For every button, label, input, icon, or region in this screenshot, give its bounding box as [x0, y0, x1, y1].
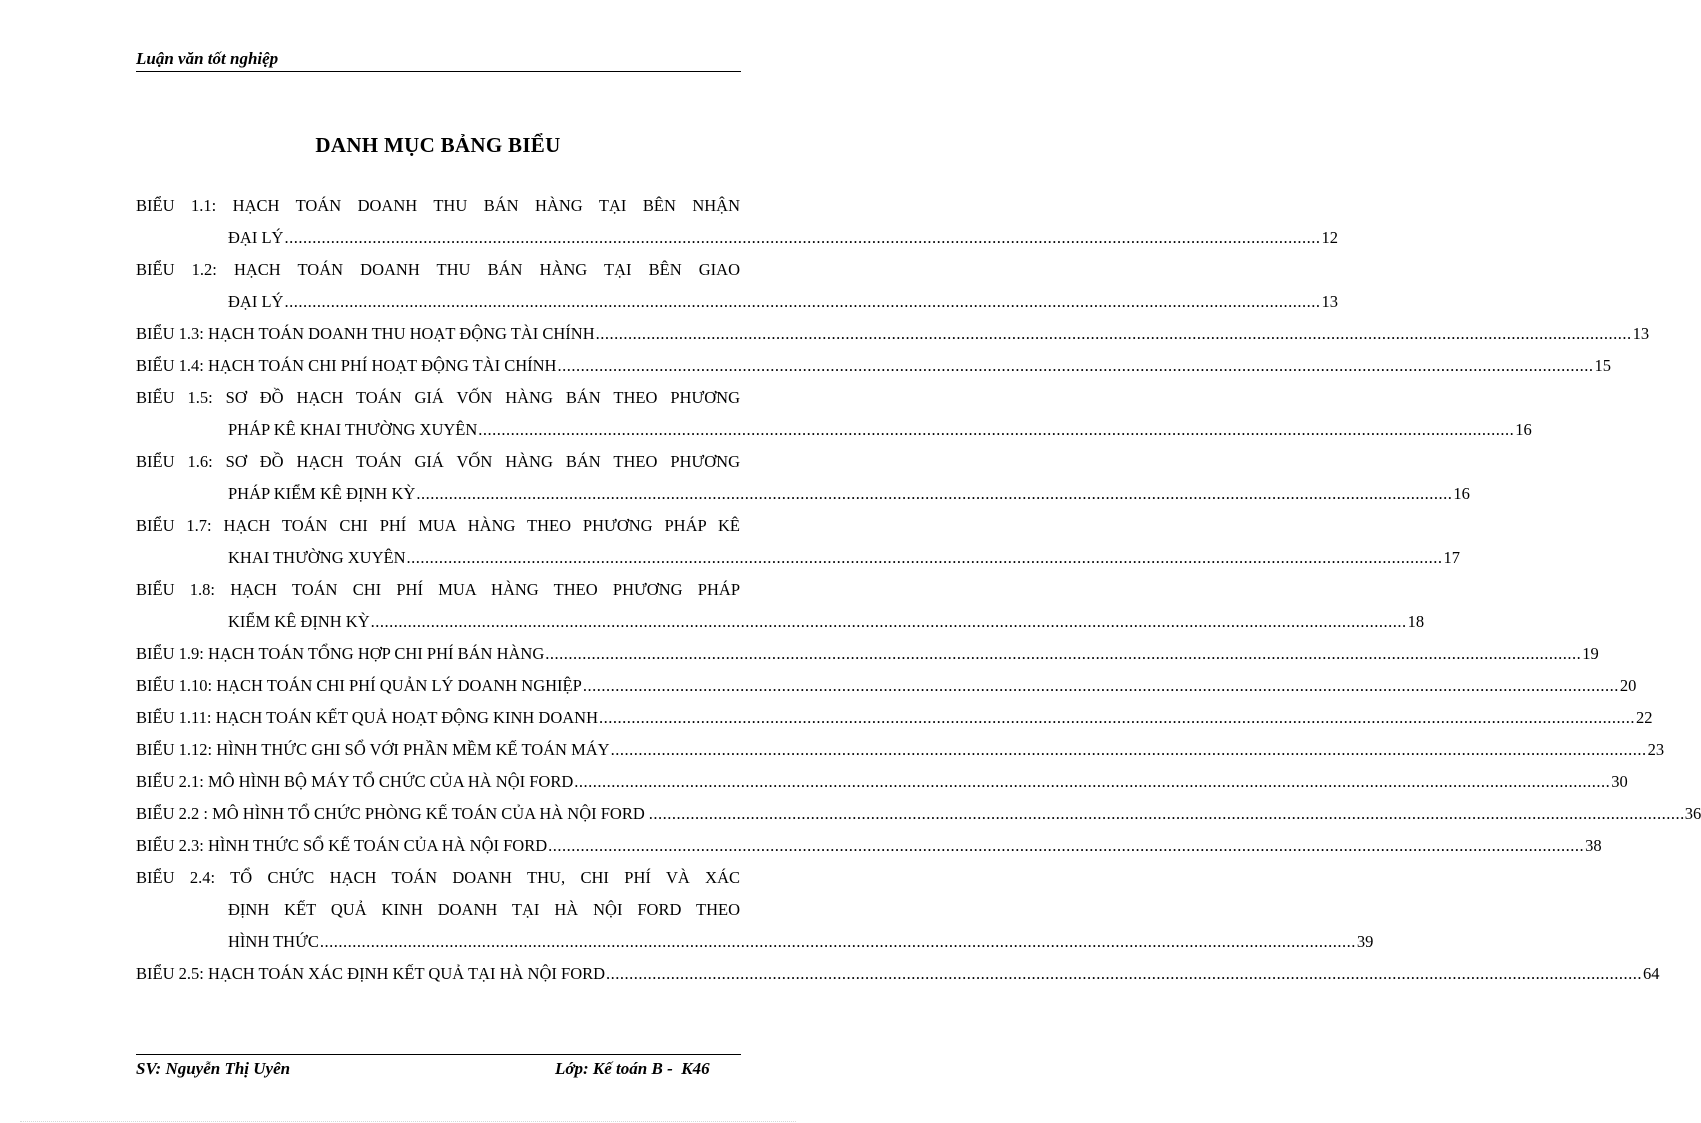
header-divider [136, 71, 741, 72]
toc-page-number: 15 [1594, 356, 1611, 375]
dot-leader [371, 606, 1407, 638]
toc-entry-row [136, 926, 1374, 958]
toc-entry-text: KIỂM KÊ ĐỊNH KỲ [228, 612, 370, 631]
page-edge-dotted-line [20, 1121, 796, 1122]
dot-leader [574, 766, 1610, 798]
dot-leader [649, 798, 1685, 830]
footer-student-name: SV: Nguyễn Thị Uyên [136, 1059, 291, 1078]
toc-page-number: 39 [1356, 932, 1374, 951]
toc-entry-row [136, 670, 1637, 702]
toc-entry-row [136, 638, 1599, 670]
toc-entry-row [136, 830, 1602, 862]
toc-entry-text: BIỂU 1.3: HẠCH TOÁN DOANH THU HOẠT ĐỘNG TÀI CHÍNH [136, 324, 595, 343]
toc-entry-text: KHAI THƯỜNG XUYÊN [228, 548, 406, 567]
toc-entry-row [136, 766, 1628, 798]
toc-page-number: 13 [1632, 324, 1650, 343]
toc-entry-text: BIỂU 1.4: HẠCH TOÁN CHI PHÍ HOẠT ĐỘNG TÀI CHÍNH [136, 356, 557, 375]
toc-page-number: 22 [1635, 708, 1653, 727]
toc-entry [136, 382, 1532, 446]
toc-entry-text: BIỂU 1.8: HẠCH TOÁN CHI PHÍ MUA HÀNG THEO PHƯƠNG PHÁP [136, 580, 740, 599]
toc-page-number: 19 [1582, 644, 1599, 663]
toc-page-number: 16 [1453, 484, 1470, 503]
toc-entry [136, 318, 1650, 350]
dot-leader [284, 222, 1320, 254]
toc-entry-row [136, 702, 1653, 734]
toc-entry [136, 702, 1653, 734]
toc-page-number: 13 [1321, 292, 1338, 311]
toc-entry-text: BIỂU 1.1: HẠCH TOÁN DOANH THU BÁN HÀNG TẠI BÊN NHẬN [136, 196, 740, 215]
toc-entry-text: ĐẠI LÝ [228, 292, 284, 311]
toc-entry [136, 350, 1611, 382]
dot-leader [284, 286, 1320, 318]
toc-entry-text: BIỂU 2.4: TỔ CHỨC HẠCH TOÁN DOANH THU, CHI PHÍ VÀ XÁC [136, 868, 740, 887]
footer-divider [136, 1054, 741, 1055]
dot-leader [557, 350, 1593, 382]
dot-leader [583, 670, 1619, 702]
toc-entry-text: BIỂU 2.3: HÌNH THỨC SỔ KẾ TOÁN CỦA HÀ NỘI FORD [136, 836, 548, 855]
toc-entry-row [136, 286, 1338, 318]
toc-entry-text: PHÁP KIỂM KÊ ĐỊNH KỲ [228, 484, 416, 503]
toc-entry [136, 958, 1660, 990]
toc-entry [136, 734, 1665, 766]
toc-entry-text: BIỂU 1.10: HẠCH TOÁN CHI PHÍ QUẢN LÝ DOANH NGHIỆP [136, 676, 582, 695]
toc-entry [136, 830, 1602, 862]
toc-page-number: 64 [1643, 964, 1660, 983]
toc-entry-text: BIỂU 1.5: SƠ ĐỒ HẠCH TOÁN GIÁ VỐN HÀNG BÁN THEO PHƯƠNG [136, 388, 740, 407]
dot-leader [606, 958, 1642, 990]
toc-entry-text: HÌNH THỨC [228, 932, 319, 951]
toc-entry-row [136, 958, 1660, 990]
toc-entry-text: BIỂU 1.11: HẠCH TOÁN KẾT QUẢ HOẠT ĐỘNG KINH DOANH [136, 708, 598, 727]
toc-page-number: 23 [1647, 740, 1665, 759]
toc-page-number: 38 [1585, 836, 1602, 855]
toc-entry-row [136, 222, 1338, 254]
toc-entry [136, 510, 1460, 574]
dot-leader [611, 734, 1647, 766]
dot-leader [478, 414, 1514, 446]
toc-entry-row [136, 542, 1460, 574]
toc-entry [136, 638, 1599, 670]
toc-entry-row [136, 798, 1701, 830]
toc-page-number: 36 [1684, 804, 1701, 823]
dot-leader [599, 702, 1635, 734]
toc-entry-text: BIỂU 2.5: HẠCH TOÁN XÁC ĐỊNH KẾT QUẢ TẠI HÀ NỘI FORD [136, 964, 606, 983]
toc-entry [136, 766, 1628, 798]
toc-page-number: 30 [1611, 772, 1628, 791]
toc-entry-row [136, 350, 1611, 382]
toc-entry [136, 798, 1701, 830]
toc-entry [136, 446, 1470, 510]
toc-entry [136, 670, 1637, 702]
toc-entry-text: ĐẠI LÝ [228, 228, 284, 247]
toc-page-number: 16 [1515, 420, 1532, 439]
toc-entry [136, 862, 1374, 958]
dot-leader [596, 318, 1632, 350]
toc-entry-text: ĐỊNH KẾT QUẢ KINH DOANH TẠI HÀ NỘI FORD THEO [228, 900, 740, 919]
toc-entry-text: BIỂU 1.7: HẠCH TOÁN CHI PHÍ MUA HÀNG THEO PHƯƠNG PHÁP KÊ [136, 516, 740, 535]
toc-page-number: 12 [1321, 228, 1338, 247]
toc-entry-text: BIỂU 2.1: MÔ HÌNH BỘ MÁY TỔ CHỨC CỦA HÀ NỘI FORD [136, 772, 574, 791]
dot-leader [545, 638, 1581, 670]
toc-entry-text: BIỂU 1.9: HẠCH TOÁN TỔNG HỢP CHI PHÍ BÁN HÀNG [136, 644, 545, 663]
toc-entry-row [136, 734, 1665, 766]
toc-entry-text: BIỂU 2.2 : MÔ HÌNH TỔ CHỨC PHÒNG KẾ TOÁN CỦA HÀ NỘI FORD [136, 804, 645, 823]
dot-leader [416, 478, 1452, 510]
toc-entry [136, 190, 1338, 254]
dot-leader [548, 830, 1584, 862]
toc-entry-text: BIỂU 1.6: SƠ ĐỒ HẠCH TOÁN GIÁ VỐN HÀNG BÁN THEO PHƯƠNG [136, 452, 740, 471]
running-header: Luận văn tốt nghiệp [136, 49, 279, 68]
toc-entry-row [136, 318, 1650, 350]
toc-entry-text: BIỂU 1.2: HẠCH TOÁN DOANH THU BÁN HÀNG TẠI BÊN GIAO [136, 260, 740, 279]
toc-page-number: 18 [1407, 612, 1425, 631]
toc-entry-text: PHÁP KÊ KHAI THƯỜNG XUYÊN [228, 420, 478, 439]
table-of-figures [136, 190, 1701, 990]
toc-page-number: 17 [1443, 548, 1460, 567]
dot-leader [320, 926, 1356, 958]
toc-entry-row [136, 606, 1425, 638]
toc-entry-text: BIỂU 1.12: HÌNH THỨC GHI SỔ VỚI PHẦN MỀM KẾ TOÁN MÁY [136, 740, 610, 759]
toc-entry [136, 574, 1425, 638]
page-title: DANH MỤC BẢNG BIỂU [315, 133, 561, 157]
toc-page-number: 20 [1619, 676, 1637, 695]
toc-entry [136, 254, 1338, 318]
footer-class: Lớp: Kế toán B - K46 [555, 1059, 710, 1078]
toc-entry-row [136, 414, 1532, 446]
dot-leader [406, 542, 1442, 574]
toc-entry-row [136, 478, 1470, 510]
